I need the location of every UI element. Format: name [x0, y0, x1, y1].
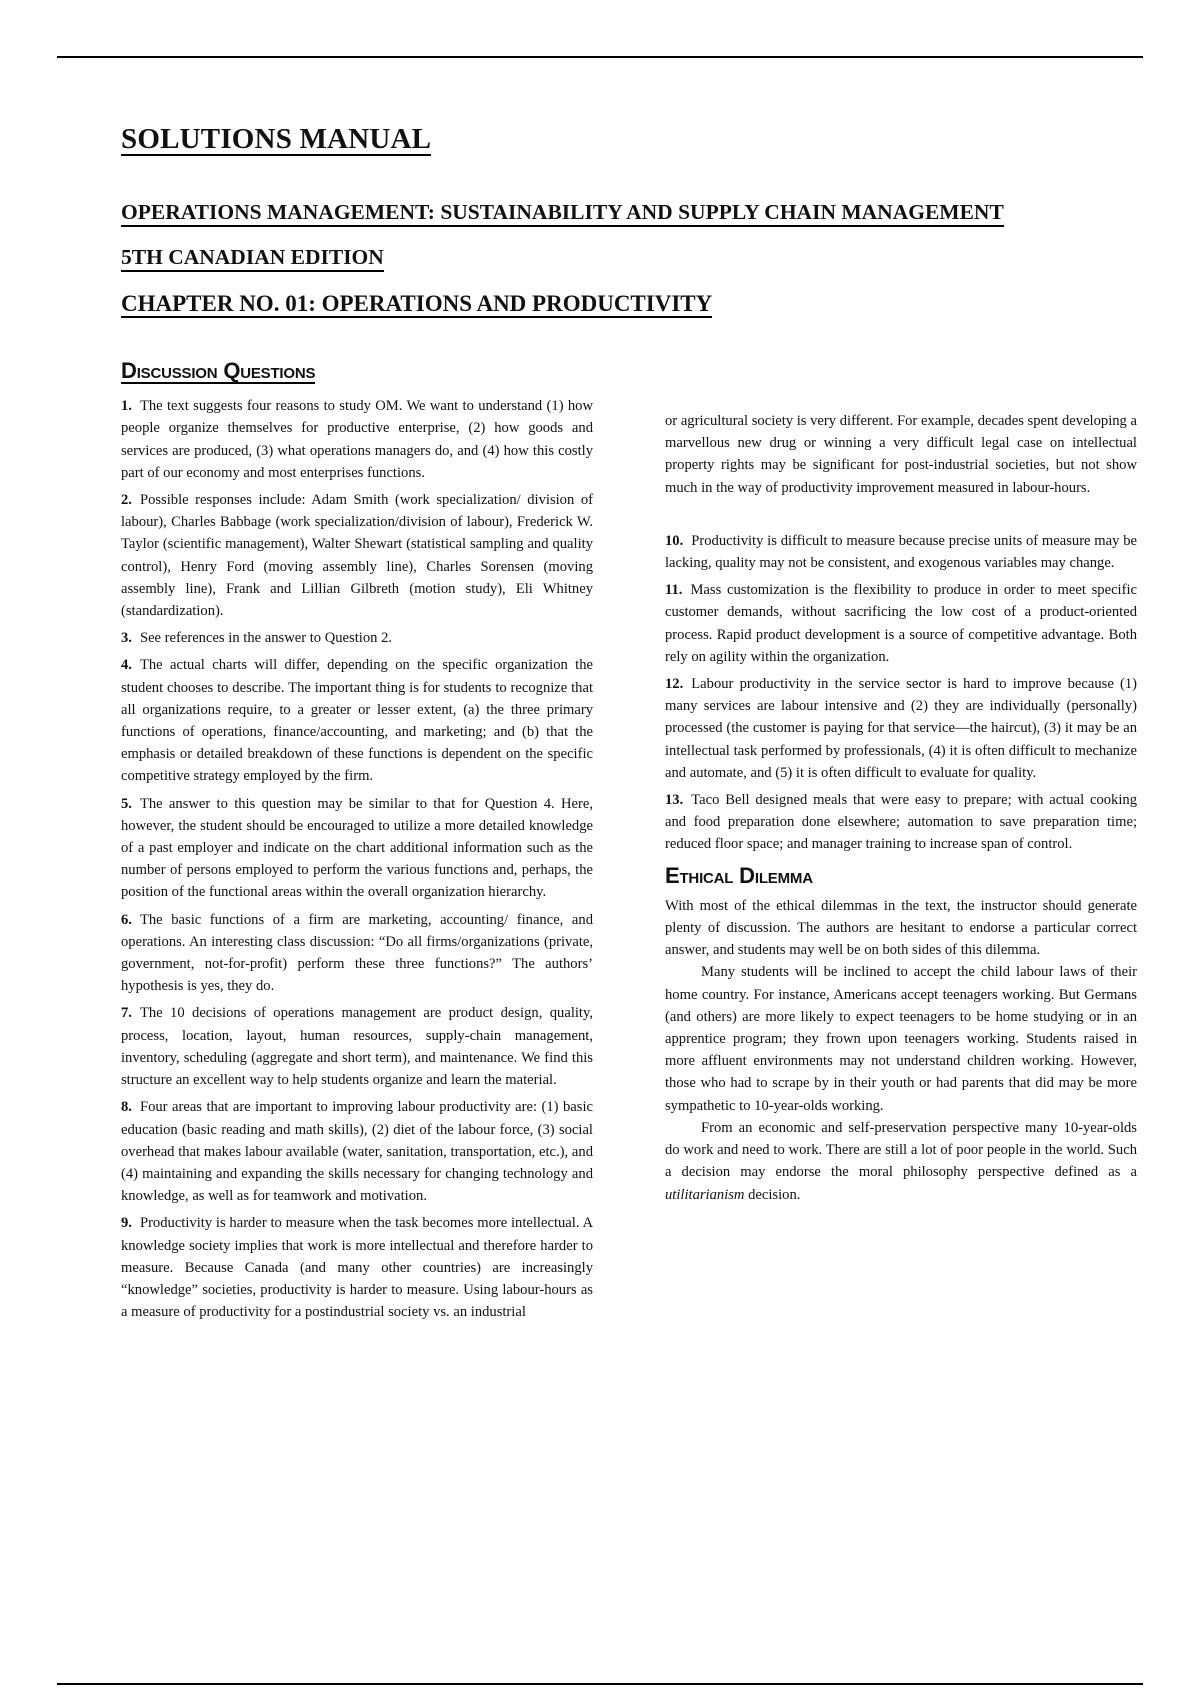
question-number: 4. — [121, 657, 132, 674]
question-number: 8. — [121, 1099, 132, 1116]
question-text: Possible responses include: Adam Smith (work specialization/ division of labour), Charles Babbage (work specialization/division of labour), Frederick W. Taylor (scientific management), Walter Shewart (statistical sampling and quality control), Henry Ford (moving assembly line), Charles Sorensen (moving assembly line), Frank and Lillian Gilbreth (motion study), Eli Whitney (standardization). — [121, 492, 593, 620]
ethical-paragraph-3-start: From an economic and self-preservation perspective many 10-year-olds do work and need to work. There are still a lot of poor people in the world. Such a decision may endorse the moral philosophy perspective defined as a — [665, 1119, 1137, 1181]
question-item — [665, 530, 1137, 574]
utilitarianism-term: utilitarianism — [665, 1186, 745, 1203]
book-title: OPERATIONS MANAGEMENT: SUSTAINABILITY AND SUPPLY CHAIN MANAGEMENT — [121, 201, 1004, 227]
question-number: 1. — [121, 398, 132, 415]
question-number: 10. — [665, 532, 684, 549]
question-number: 5. — [121, 795, 132, 812]
right-column — [665, 410, 1137, 1206]
question-item — [665, 579, 1137, 668]
question-text: Productivity is harder to measure when the task becomes more intellectual. A knowledge society implies that work is more intellectual and therefore harder to measure. Because Canada (and many other countries) are increasingly “knowledge” societies, productivity is harder to measure. Using labour-hours as a measure of productivity for a postindustrial society vs. an industrial — [121, 1215, 593, 1321]
question-text: The answer to this question may be similar to that for Question 4. Here, however, the student should be encouraged to utilize a more detailed knowledge of a past employer and indicate on the chart additional information such as the number of persons employed to perform the various functions and, perhaps, the position of the functional areas within the overall organization hierarchy. — [121, 795, 593, 901]
question-item — [121, 793, 593, 904]
question-text: Four areas that are important to improving labour productivity are: (1) basic education (basic reading and math skills), (2) diet of the labour force, (3) social overhead that makes labour available (water, sanitation, transportation, etc.), and (4) maintaining and expanding the skills necessary for changing technology and knowledge, as well as for teamwork and motivation. — [121, 1099, 593, 1205]
question-item — [121, 654, 593, 787]
question-item — [121, 1002, 593, 1091]
question-text: The text suggests four reasons to study OM. We want to understand (1) how people organize themselves for productive enterprise, (2) how goods and services are produced, (3) what operations managers do, and (4) how this costly part of our economy and most enterprises functions. — [121, 398, 593, 481]
question-item — [121, 627, 593, 649]
question-number: 6. — [121, 911, 132, 928]
question-number: 7. — [121, 1005, 132, 1022]
ethical-paragraph-2: Many students will be inclined to accept the child labour laws of their home country. For instance, Americans accept teenagers working. But Germans (and others) are more likely to expect teenagers to be home studying or in an apprentice program; they frown upon teenagers working. Students raised in more affluent environments may not understand children working. However, those who had to scrape by in their youth or had parents that did may be more sympathetic to 10-year-olds working. — [665, 964, 1137, 1114]
question-number: 2. — [121, 492, 132, 509]
ethical-paragraph-3 — [665, 1117, 1137, 1206]
column-gap — [665, 499, 1137, 530]
question-item — [665, 789, 1137, 856]
ethical-paragraph-1: With most of the ethical dilemmas in the text, the instructor should generate plenty of discussion. The authors are hesitant to endorse a particular correct answer, and students may well be on both sides of this dilemma. — [665, 897, 1137, 959]
document-header — [121, 124, 1141, 318]
question-text: The basic functions of a firm are marketing, accounting/ finance, and operations. An interesting class discussion: “Do all firms/organizations (private, government, not-for-profit) perform these three functions?” The authors’ hypothesis is yes, they do. — [121, 911, 593, 995]
discussion-questions-heading: Discussion Questions — [121, 358, 316, 383]
question-text: Mass customization is the flexibility to produce in order to meet specific customer demands, without sacrificing the low cost of a product-oriented process. Rapid product development is a source of competitive advantage. Both rely on agility within the organization. — [665, 582, 1137, 665]
question-number: 9. — [121, 1215, 132, 1232]
edition-title: 5TH CANADIAN EDITION — [121, 246, 384, 272]
question-item — [665, 673, 1137, 784]
question-text: The actual charts will differ, depending on the specific organization the student chooses to describe. The important thing is for students to recognize that all organizations require, to a greater or lesser extent, (a) the three primary functions of operations, finance/accounting, and marketing; and (b) that the emphasis or detailed breakdown of these functions is dependent on the specific competitive strategy employed by the firm. — [121, 657, 593, 785]
chapter-title: CHAPTER NO. 01: OPERATIONS AND PRODUCTIVITY — [121, 291, 712, 318]
question-item — [121, 395, 593, 484]
bottom-rule — [57, 1683, 1143, 1685]
question-number: 11. — [665, 582, 683, 599]
question-item — [121, 489, 593, 622]
question-text: Productivity is difficult to measure because precise units of measure may be lacking, quality may not be consistent, and exogenous variables may change. — [665, 532, 1137, 572]
question-text: Labour productivity in the service sector is hard to improve because (1) many services are labour intensive and (2) they are individually (personally) processed (the customer is paying for that service—the haircut), (3) it may be an intellectual task performed by professionals, (4) it is often difficult to mechanize and automate, and (5) it is often difficult to evaluate for quality. — [665, 676, 1137, 781]
question-item — [121, 909, 593, 998]
question-9-continued: or agricultural society is very different. For example, decades spent developing a marvellous new drug or winning a very difficult legal case on intellectual property rights may be significant for post-industrial societies, but not show much in the way of productivity improvement measured in labour-hours. — [665, 413, 1137, 496]
question-text: The 10 decisions of operations management are product design, quality, process, location, layout, human resources, supply-chain management, inventory, scheduling (aggregate and short term), and maintenance. We find this structure an excellent way to help students organize and learn the material. — [121, 1005, 593, 1089]
question-number: 12. — [665, 676, 684, 693]
question-number: 13. — [665, 792, 684, 809]
ethical-dilemma-heading: Ethical Dilemma — [665, 862, 813, 888]
question-item — [121, 1212, 593, 1323]
left-column — [121, 360, 593, 1328]
question-item — [121, 1096, 593, 1207]
top-rule — [57, 56, 1143, 58]
discussion-question-list — [121, 395, 593, 1323]
question-text: Taco Bell designed meals that were easy to prepare; with actual cooking and food preparation done elsewhere; automation to save preparation time; reduced floor space; and manager training to increase span of control. — [665, 792, 1137, 853]
question-text: See references in the answer to Question 2. — [139, 630, 393, 647]
question-number: 3. — [121, 630, 132, 647]
page-title: SOLUTIONS MANUAL — [121, 123, 432, 155]
ethical-paragraph-3-end: decision. — [744, 1186, 801, 1203]
